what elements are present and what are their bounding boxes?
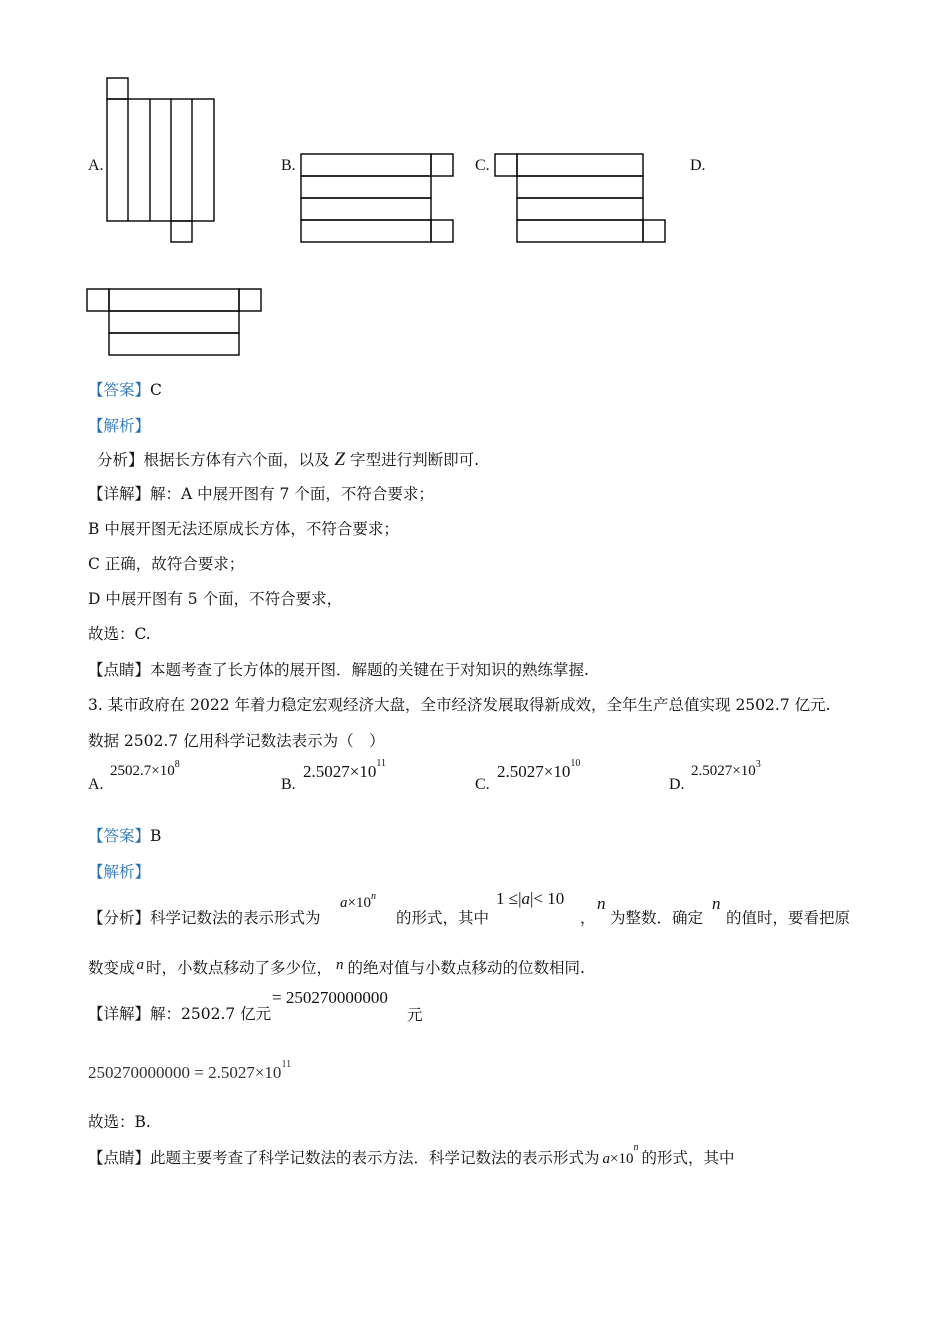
net-d-row-2: [109, 311, 239, 333]
q3-option-a-label: A.: [88, 776, 104, 793]
net-c-square-top: [495, 154, 517, 176]
net-b-square-bottom: [431, 220, 453, 242]
fenxi-tail: 字型进行判断即可.: [350, 451, 480, 469]
q3-analysis-inequality: 1 ≤|a|< 10: [496, 889, 565, 908]
q3-analysis-mid: 的形式，其中: [396, 909, 490, 927]
q3-option-d-value: $2.5027\times 10^3$: [691, 759, 761, 779]
net-diagram-d: [82, 284, 266, 360]
q2-analysis-tag: 【解析】: [88, 417, 151, 435]
q3-detail-prefix: 【详解】解：2502.7 亿元: [88, 1005, 272, 1023]
net-b-square-top: [431, 154, 453, 176]
q3-analysis-n-2: n: [712, 894, 721, 913]
q3-option-b-value: $2.5027\times 10^{11}$: [303, 758, 386, 781]
net-a-bottom-square: [171, 221, 192, 242]
net-c-square-bottom: [643, 220, 665, 242]
net-b-row-2: [301, 176, 431, 198]
q2-comment: 【点睛】本题考查了长方体的展开图．解题的关键在于对知识的熟练掌握.: [88, 661, 589, 679]
net-c-row-2: [517, 176, 643, 198]
q3-analysis-after: 为整数．确定: [610, 909, 704, 927]
q3-stem-line-1: 3. 某市政府在 2022 年着力稳定宏观经济大盘，全市经济发展取得新成效，全年生产总值实现 2502.7 亿元.: [88, 696, 831, 714]
net-d-square-right: [239, 289, 261, 311]
q3-analysis-line-2: 数变成 a 时，小数点移动了多少位， n 的绝对值与小数点移动的位数相同.: [88, 957, 585, 977]
q3-option-a-value: $2502.7\times 10^8$: [110, 759, 180, 779]
q3-detail-unit: 元: [407, 1006, 423, 1024]
net-c-row-3: [517, 198, 643, 220]
answer-tag: 【答案】: [88, 381, 151, 399]
option-a-label: A.: [88, 157, 104, 174]
net-diagram-a: [100, 72, 225, 248]
q3-analysis-prefix: 【分析】科学记数法的表示形式为: [88, 909, 321, 927]
q3-choose: 故选：B.: [88, 1113, 151, 1131]
net-diagram-b: [296, 150, 458, 248]
q3-equation-line: $250270000000 = 2.5027\times 10^{11}$: [88, 1059, 292, 1082]
net-d-square-left: [87, 289, 109, 311]
q3-option-c-label: C.: [475, 776, 490, 793]
net-c-row-4: [517, 220, 643, 242]
q3-analysis-comma: ，: [580, 909, 596, 927]
q3-comment: 【点睛】此题主要考查了科学记数法的表示方法．科学记数法的表示形式为 $a\times 10^n$的形式，其中: [88, 1142, 735, 1167]
net-b-row-3: [301, 198, 431, 220]
option-c-label: C.: [475, 157, 490, 174]
net-d-row-1: [109, 289, 239, 311]
answer-value: C: [150, 381, 162, 399]
net-c-row-1: [517, 154, 643, 176]
net-a-body: [107, 99, 214, 221]
q3-answer: [88, 824, 161, 846]
q3-analysis-tag: 【解析】: [88, 863, 151, 881]
option-d-label: D.: [690, 157, 706, 174]
q2-choose: 故选：C.: [88, 625, 151, 643]
q3-option-b-label: B.: [281, 776, 296, 793]
net-diagram-c: [490, 150, 670, 248]
fenxi-text: 分析】根据长方体有六个面，以及: [97, 451, 330, 469]
option-b-label: B.: [281, 157, 296, 174]
q2-detail-3: C 正确，故符合要求；: [88, 555, 245, 573]
q3-analysis-formula: $a\times 10^n$: [340, 891, 376, 911]
net-d-row-3: [109, 333, 239, 355]
q2-answer: [88, 378, 162, 400]
q3-option-d-label: D.: [669, 776, 685, 793]
q3-option-c-value: $2.5027\times 10^{10}$: [497, 758, 581, 781]
answer-tag: 【答案】: [88, 827, 151, 845]
q3-stem-line-2: 数据 2502.7 亿用科学记数法表示为（ ）: [88, 732, 385, 750]
net-b-row-4: [301, 220, 431, 242]
z-letter: Z: [334, 449, 346, 470]
q2-detail-2: B 中展开图无法还原成长方体，不符合要求；: [88, 520, 399, 538]
q2-detail-1: 【详解】解：A 中展开图有 7 个面，不符合要求；: [88, 485, 434, 503]
q3-analysis-tail: 的值时，要看把原: [726, 909, 851, 927]
net-a-top-square: [107, 78, 128, 99]
q2-fenxi: [97, 448, 479, 471]
net-b-row-1: [301, 154, 431, 176]
q3-analysis-n: n: [597, 894, 606, 913]
q2-detail-4: D 中展开图有 5 个面，不符合要求，: [88, 590, 343, 608]
q3-detail-equation: = 250270000000: [272, 988, 388, 1007]
answer-value: B: [150, 827, 162, 845]
